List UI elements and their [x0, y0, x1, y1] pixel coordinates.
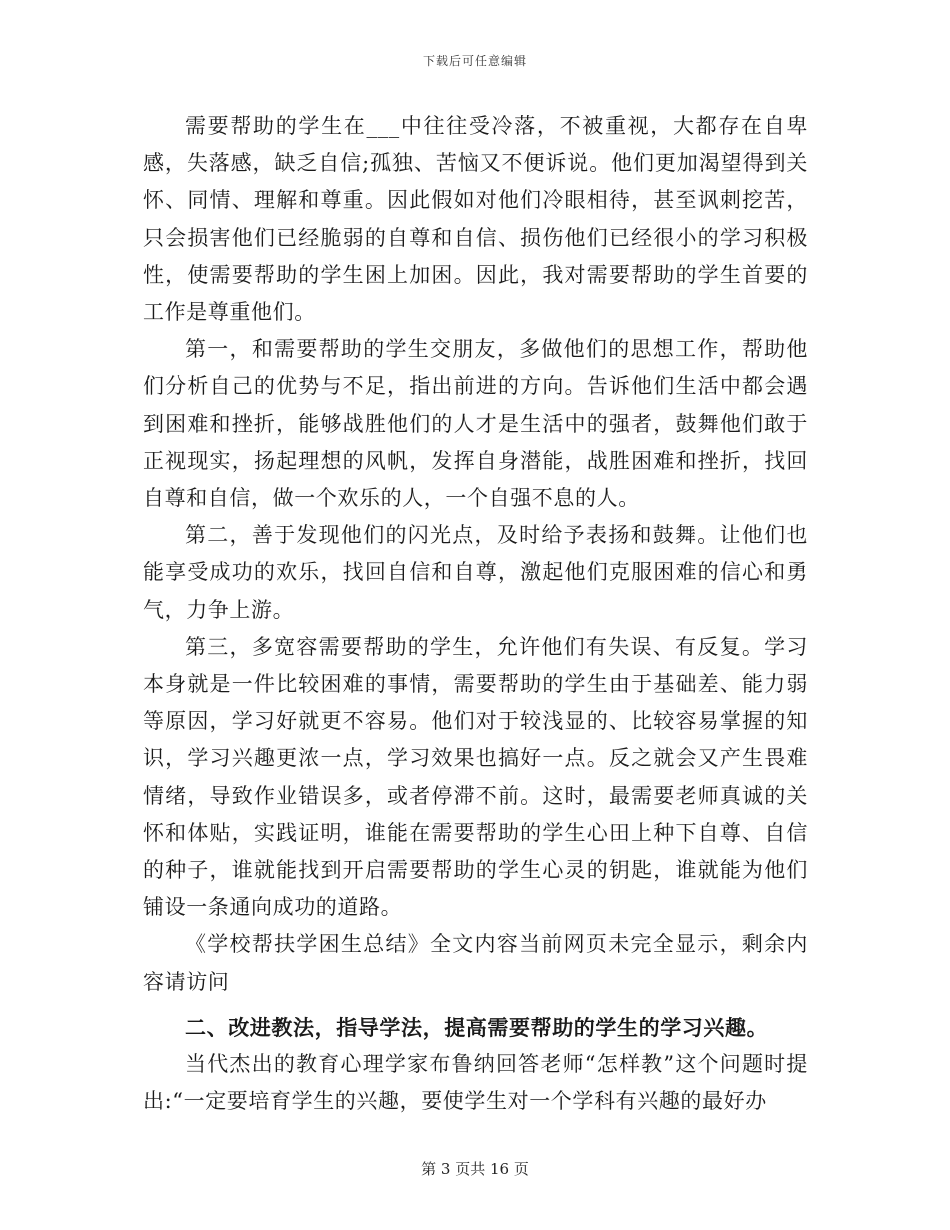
document-body: [143, 108, 808, 1120]
paragraph-first: 第一，和需要帮助的学生交朋友，多做他们的思想工作，帮助他们分析自己的优势与不足，指出前进的方向。告诉他们生活中都会遇到困难和挫折，能够战胜他们的人才是生活中的强者，鼓舞他们敢于正视现实，扬起理想的风帆，发挥自身潜能，战胜困难和挫折，找回自尊和自信，做一个欢乐的人，一个自强不息的人。: [143, 337, 808, 511]
paragraph-third: 第三，多宽容需要帮助的学生，允许他们有失误、有反复。学习本身就是一件比较困难的事情，需要帮助的学生由于基础差、能力弱等原因，学习好就更不容易。他们对于较浅显的、比较容易掌握的知识，学习兴趣更浓一点，学习效果也搞好一点。反之就会又产生畏难情绪，导致作业错误多，或者停滞不前。这时，最需要老师真诚的关怀和体贴，实践证明，谁能在需要帮助的学生心田上种下自尊、自信的种子，谁就能找到开启需要帮助的学生心灵的钥匙，谁就能为他们铺设一条通向成功的道路。: [143, 634, 808, 920]
section-heading: 二、改进教法，指导学法，提高需要帮助的学生的学习兴趣。: [185, 1014, 769, 1040]
paragraph-respect: 需要帮助的学生在___中往往受冷落，不被重视，大都存在自卑感，失落感，缺乏自信;孤独、苦恼又不便诉说。他们更加渴望得到关怀、同情、理解和尊重。因此假如对他们冷眼相待，甚至讽刺挖苦，只会损害他们已经脆弱的自尊和自信、损伤他们已经很小的学习积极性，使需要帮助的学生困上加困。因此，我对需要帮助的学生首要的工作是尊重他们。: [143, 114, 808, 325]
page-footer: 第 3 页共 16 页: [421, 1160, 529, 1178]
page-header: 下载后可任意编辑: [422, 54, 527, 68]
paragraph-second: 第二，善于发现他们的闪光点，及时给予表扬和鼓舞。让他们也能享受成功的欢乐，找回自信和自尊，激起他们克服困难的信心和勇气，力争上游。: [143, 523, 808, 622]
paragraph-bruner: 当代杰出的教育心理学家布鲁纳回答老师“怎样教”这个问题时提出:“一定要培育学生的兴趣，要使学生对一个学科有兴趣的最好办: [143, 1052, 808, 1114]
truncation-notice: 《学校帮扶学困生总结》全文内容当前网页未完全显示，剩余内容请访问: [143, 932, 808, 994]
